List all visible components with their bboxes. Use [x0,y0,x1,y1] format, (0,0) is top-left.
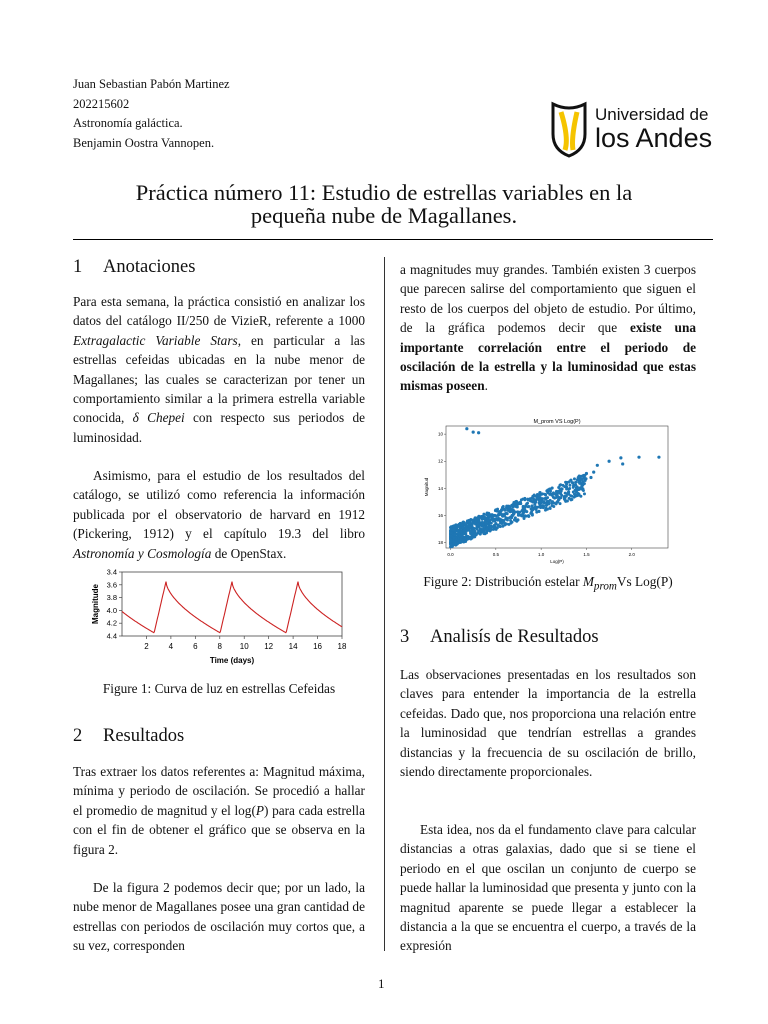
y-tick-label: 12 [437,458,443,464]
page-number: 1 [378,976,385,991]
data-point [519,502,522,505]
data-point [495,517,498,520]
data-point [485,513,488,516]
paragraph-text: . [484,378,488,394]
data-point [527,505,530,508]
figure-1-chart [88,566,348,670]
data-point [580,485,583,488]
x-tick-label: 18 [337,642,347,651]
y-tick-label: 14 [437,485,443,491]
paragraph-text: Para esta semana, la práctica consistió en analizar los datos del catálogo II/250 de VizieR, referente a 1000 [73,294,365,329]
university-crest-icon [545,98,593,158]
data-point [552,496,555,499]
y-tick-label: 4.0 [106,605,117,615]
data-point [552,493,555,496]
data-point [515,520,518,523]
data-point [485,527,488,530]
section-title: Analisís de Resultados [430,627,599,647]
data-point [540,505,543,508]
data-point [584,479,587,482]
data-point [467,535,470,538]
data-point [567,493,570,496]
data-point [572,484,575,487]
data-point [496,526,499,529]
data-point [559,483,562,486]
data-point [619,456,622,459]
y-tick-label: 3.6 [106,580,117,590]
data-point [555,496,558,499]
student-id: 202215602 [73,96,130,111]
data-point [461,535,464,538]
data-point [472,431,475,434]
x-tick-label: 1.0 [538,552,545,557]
data-point [522,505,525,508]
data-point [491,517,494,520]
data-point [564,500,567,503]
data-point [514,505,517,508]
data-point [484,521,487,524]
data-point [637,456,640,459]
data-point [488,522,491,525]
y-axis-label: Magnitud [424,477,429,497]
data-point [523,498,526,501]
data-point [551,500,554,503]
title-line-2: pequeña nube de Magallanes. [250,203,518,228]
data-point [499,518,502,521]
data-point [542,500,545,503]
data-point [462,526,465,529]
column-divider [384,257,385,951]
data-point [510,510,513,513]
data-point [578,482,581,485]
data-point [455,524,458,527]
data-point [548,506,551,509]
data-point [455,538,458,541]
data-point [465,427,468,430]
data-point [531,514,534,517]
paragraph-text: ) para cada estrella con el fin de obtener el gráfico que se observa en la figura 2. [73,802,365,857]
data-point [551,504,554,507]
paragraph-2 [73,466,365,563]
data-point [505,516,508,519]
x-axis-label: Time (days) [209,656,255,665]
data-point [530,496,533,499]
data-point [583,492,586,495]
x-tick-label: 2 [144,642,149,651]
paragraph-6: Las observaciones presentadas en los resultados son claves para entender la importancia de la estrella cefeidas. Dado que, nos proporciona una relación entre la luminosidad que tendrían estrellas a grandes distancias y la frecuencia de su oscilación de brillo, siendo directamente proporcionales. [400,667,696,780]
emphasis-text: Astronomía y Cosmología [73,545,212,561]
data-point [531,508,534,511]
data-point [573,496,576,499]
data-point [503,509,506,512]
data-point [450,525,453,528]
data-point [575,491,578,494]
data-point [449,534,452,537]
data-point [621,462,624,465]
data-point [544,497,547,500]
data-point [596,464,599,467]
data-point [499,522,502,525]
emphasis-text: P [255,802,264,818]
x-tick-label: 14 [288,642,298,651]
data-point [473,530,476,533]
data-point [559,492,562,495]
data-point [511,514,514,517]
course-name: Astronomía galáctica. [73,116,183,130]
data-point [453,533,456,536]
caption-math: M [582,574,594,589]
data-point [532,499,535,502]
paragraph-7: Esta idea, nos da el fundamento clave para calcular distancias a otras galaxias, dado que si se tiene el periodo en el que oscilan un conjunto de cuerpo se puede hallar la luminosidad que presenta y junto con la magnitud aparente se puede llegar a establecer la distancia a la que se encuentra el cuerpo, a través de la expresión [400,822,696,954]
section-title: Anotaciones [103,257,196,277]
data-point [492,514,495,517]
data-point [482,513,485,516]
data-point [581,477,584,480]
paragraph-3 [73,762,365,859]
data-point [524,504,527,507]
data-point [556,500,559,503]
data-point [541,492,544,495]
data-point [453,528,456,531]
paragraph-text: , en particular a las estrellas cefeidas ubicadas en la nube menor de Magallanes; las cuales se caracterizan por tener un comportamiento similar a la primera estrella variable conocida, [73,332,365,426]
title-rule [73,239,713,240]
data-point [459,528,462,531]
paragraph-1 [73,292,365,447]
x-tick-label: 2.0 [628,552,635,557]
data-point [449,531,452,534]
y-tick-label: 4.4 [106,631,117,641]
logo-line2: los Andes [595,123,713,153]
data-point [449,538,452,541]
data-point [463,529,466,532]
y-tick-label: 3.4 [106,567,117,577]
university-logo [545,98,713,158]
data-point [526,498,529,501]
data-point [496,523,499,526]
section-number: 1 [73,257,83,277]
data-point [608,460,611,463]
data-point [568,487,571,490]
paragraph-text: con respecto sus periodos de luminosidad. [73,410,365,445]
x-tick-label: 10 [239,642,249,651]
y-tick-label: 3.8 [106,593,117,603]
data-point [459,540,462,543]
paragraph-text: Asimismo, para el estudio de los resultados del catálogo, se utilizó como referencia la información publicada por el observatorio de harvard en 1912 (Pickering, 1912) y el capítulo 19.3 del libro [73,468,365,542]
data-point [533,493,536,496]
y-tick-label: 10 [437,431,443,437]
data-point [450,543,453,546]
paragraph-text: de OpenStax. [211,545,287,561]
data-point [511,503,514,506]
data-point [475,528,478,531]
paragraph-5 [400,260,696,396]
data-point [547,488,550,491]
data-point [565,487,568,490]
x-tick-label: 0.5 [492,552,499,557]
x-tick-label: 1.5 [583,552,590,557]
logo-line1: Universidad de [595,105,709,124]
section-3-heading [400,627,599,648]
x-axis-label: Log(P) [550,559,564,564]
data-point [505,523,508,526]
section-title: Resultados [103,726,185,746]
data-point [497,514,500,517]
data-point [479,530,482,533]
x-tick-label: 6 [193,642,198,651]
data-point [506,512,509,515]
data-point [520,498,523,501]
data-point [466,520,469,523]
data-point [482,516,485,519]
data-point [559,502,562,505]
y-axis-label: Magnitude [91,584,100,624]
caption-subscript: prom [593,580,617,593]
data-point [514,516,517,519]
data-point [477,431,480,434]
data-point [580,488,583,491]
title-line-1: Práctica número 11: Estudio de estrellas variables en la [135,180,633,205]
emphasis-text: δ Chepei [132,410,185,426]
paper-title [60,181,708,227]
data-point [589,476,592,479]
figure-1-caption: Figure 1: Curva de luz en estrellas Cefeidas [102,681,336,696]
data-point [488,515,491,518]
chart-title: M_prom VS Log(P) [533,419,581,425]
x-tick-label: 8 [217,642,223,651]
data-point [474,516,477,519]
data-point [577,479,580,482]
data-point [555,502,558,505]
author-block [73,75,230,153]
data-point [493,524,496,527]
professor-name: Benjamin Oostra Vannopen. [73,135,215,150]
figure-2-caption [400,574,696,593]
data-point [526,502,529,505]
data-point [523,517,526,520]
y-tick-label: 4.2 [106,618,117,628]
data-point [499,525,502,528]
data-point [483,531,486,534]
paragraph-text: a magnitudes muy grandes. También existen 3 cuerpos que parecen salirse del comportamiento que siguen el resto de los cuerpos del objeto de estudio. Por último, de la gráfica podemos decir que [400,262,696,336]
data-point [471,537,474,540]
data-point [563,495,566,498]
data-point [517,514,520,517]
data-point [573,477,576,480]
x-tick-label: 12 [264,642,274,651]
data-point [489,530,492,533]
data-point [527,515,530,518]
data-point [564,492,567,495]
data-point [471,525,474,528]
data-point [575,494,578,497]
x-tick-label: 0.0 [447,552,454,557]
data-point [505,505,508,508]
data-point [563,485,566,488]
data-point [582,474,585,477]
paragraph-4: De la figura 2 podemos decir que; por un lado, la nube menor de Magallanes posee una gran cantidad de estrellas con periodos de oscilación muy cortos que, a su vez, corresponden [73,880,365,954]
data-point [572,491,575,494]
data-point [496,510,499,513]
y-tick-label: 16 [437,512,443,518]
data-point [520,509,523,512]
data-point [538,501,541,504]
data-point [477,516,480,519]
data-point [515,501,518,504]
data-point [534,507,537,510]
data-point [473,535,476,538]
data-point [508,516,511,519]
data-point [657,456,660,459]
data-point [569,498,572,501]
data-point [481,523,484,526]
section-2-heading [73,726,184,747]
section-1-heading [73,257,195,278]
data-point [479,533,482,536]
emphasis-text: Extragalactic Variable Stars [73,332,238,348]
caption-text: Figure 2: Distribución estelar [423,574,583,589]
data-point [476,523,479,526]
data-point [469,522,472,525]
light-curve-line [122,582,342,633]
author-name: Juan Sebastian Pabón Martinez [73,77,230,91]
data-point [546,502,549,505]
bold-text: existe una importante correlación entre el periodo de oscilación de la estrella y la luminosidad que estas mismas poseen [400,320,696,394]
data-point [510,521,513,524]
section-number: 2 [73,726,83,746]
data-point [464,523,467,526]
data-point [545,507,548,510]
x-tick-label: 4 [168,642,174,651]
data-point [467,527,470,530]
figure-2-chart [416,416,676,566]
data-point [535,511,538,514]
data-point [568,480,571,483]
data-point [575,487,578,490]
y-tick-label: 18 [437,540,443,546]
data-point [525,510,528,513]
data-point [507,523,510,526]
data-point [473,522,476,525]
x-tick-label: 16 [313,642,323,651]
paragraph-text: Tras extraer los datos referentes a: Magnitud máxima, mínima y periodo de oscilación. Se procedió a hallar el promedio de magnitud y el log( [73,764,365,818]
data-point [522,514,525,517]
section-number: 3 [400,627,410,647]
data-point [592,470,595,473]
data-point [568,484,571,487]
data-point [457,523,460,526]
caption-text: Vs Log(P) [616,574,673,589]
data-point [507,509,510,512]
